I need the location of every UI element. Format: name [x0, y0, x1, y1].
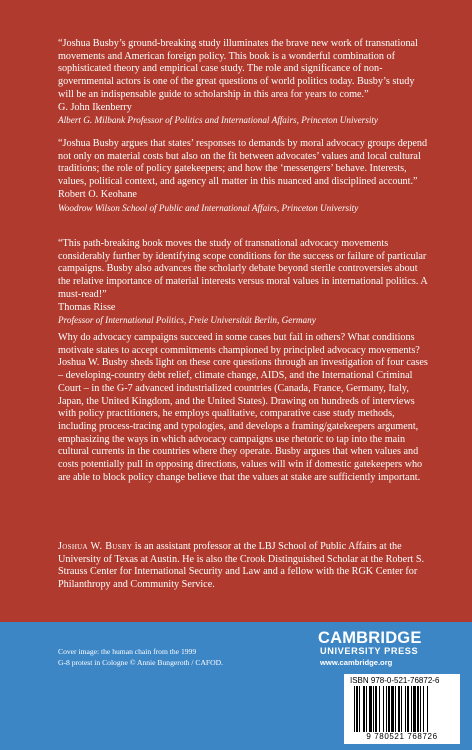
credit-line: G-8 protest in Cologne © Annie Bungeroth / CAFOD. — [58, 658, 224, 667]
book-description: Why do advocacy campaigns succeed in some cases but fail in others? What conditions motivate states to accept commitments championed by principled advocacy movements? Joshua W. Busby sheds light on these core questions through an investigation of four cases – developing-country debt relief, climate change, AIDS, and the International Criminal Court – in the G-7 advanced industrialized countries (Canada, France, Germany, Italy, Japan, the United Kingdom, and the United States). Drawing on hundreds of interviews with policy practitioners, he employs qualitative, comparative case study methods, including process-tracing and typologies, and develops a framing/gatekeepers argument, emphasizing the ways in which advocacy campaigns use rhetoric to tap into the main cultural currents in the countries where they operate. Busby argues that when values and costs potentially pull in opposing directions, values will win if domestic gatekeepers who are able to block policy change believe that the values at stake are sufficiently important. — [58, 332, 428, 483]
isbn-barcode — [344, 674, 460, 744]
publisher-name: CAMBRIDGE — [318, 629, 422, 647]
quote-affiliation: Professor of International Politics, Freie Universität Berlin, Germany — [58, 315, 316, 326]
endorsement-quote — [58, 138, 430, 214]
publisher-logo — [318, 630, 458, 668]
barcode-digits: 9 780521 768726 — [366, 732, 438, 741]
author-bio-text: is an assistant professor at the LBJ School of Public Affairs at the University of Texas at Austin. He is also the Crook Distinguished Scholar at the Robert S. Strauss Center for International Security and Law and a fellow with the RGK Center for Philanthropy and Community Service. — [58, 541, 425, 591]
quote-author: Thomas Risse — [58, 301, 116, 313]
cover-image-credit — [58, 646, 258, 668]
publisher-url: www.cambridge.org — [320, 658, 393, 667]
quote-affiliation: Albert G. Milbank Professor of Politics and International Affairs, Princeton University — [58, 115, 379, 126]
quote-author: Robert O. Keohane — [58, 188, 137, 200]
isbn-label: ISBN 978-0-521-76872-6 — [350, 676, 440, 685]
author-name: Joshua W. Busby — [58, 541, 133, 552]
credit-line: Cover image: the human chain from the 1999 — [58, 647, 197, 656]
quote-text: “This path-breaking book moves the study of transnational advocacy movements considerably further by identifying scope conditions for the success or failure of particular campaigns. Busby also advances the scholarly debate beyond sterile controversies about the relative importance of material interests versus moral values in international politics. A must-read!” — [58, 238, 428, 300]
author-bio — [58, 541, 430, 592]
endorsement-quote — [58, 38, 430, 127]
quote-affiliation: Woodrow Wilson School of Public and International Affairs, Princeton University — [58, 202, 359, 213]
publisher-subtitle: UNIVERSITY PRESS — [320, 646, 419, 656]
quote-author: G. John Ikenberry — [58, 101, 132, 113]
barcode-icon — [354, 686, 450, 732]
quote-text: “Joshua Busby’s ground-breaking study illuminates the brave new work of transnational movements and American foreign policy. This book is a wonderful combination of sophisticated theory and empirical case study. The role and significance of non-governmental actors is one of the great questions of world politics today. Busby’s study will be an indispensable guide to scholarship in this area for years to come.” — [58, 38, 418, 100]
endorsement-quote — [58, 238, 430, 327]
quote-text: “Joshua Busby argues that states’ responses to demands by moral advocacy groups depend not only on material costs but also on the fit between advocates’ values and local cultural traditions; the role of policy gatekeepers; and how the ‘messengers’ behave. Interests, values, political context, and agency all matter in this nuanced and disciplined account.” — [58, 138, 428, 188]
